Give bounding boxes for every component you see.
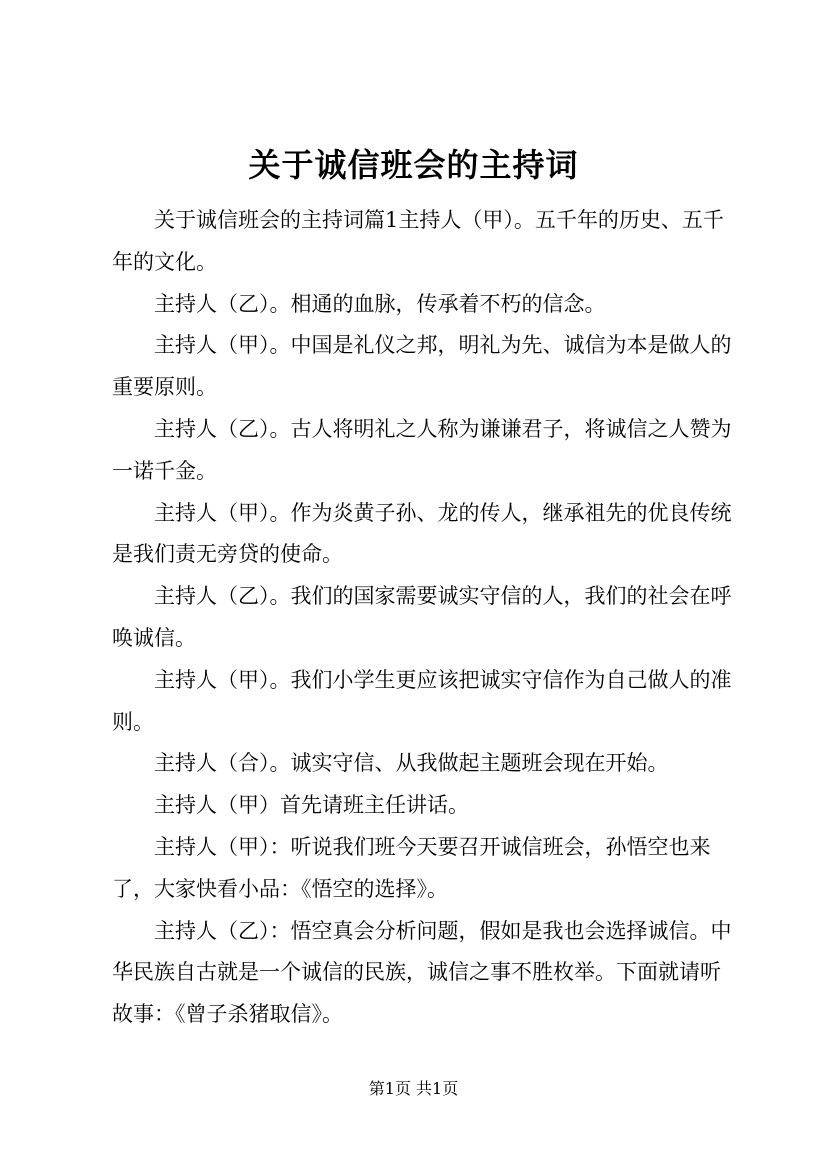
paragraph: 主持人（乙）。相通的血脉，传承着不朽的信念。 (154, 291, 606, 316)
paragraph: 关于诚信班会的主持词篇1主持人（甲）。五千年的历史、五千年的文化。 (112, 208, 724, 274)
paragraph: 主持人（乙）。我们的国家需要诚实守信的人，我们的社会在呼唤诚信。 (112, 584, 732, 650)
paragraph: 主持人（乙）：悟空真会分析问题，假如是我也会选择诚信。中华民族自古就是一个诚信的民族，诚信之事不胜枚举。下面就请听故事：《曾子杀猪取信》。 (112, 918, 732, 1027)
paragraph: 主持人（合）。诚实守信、从我做起主题班会现在开始。 (154, 751, 669, 776)
document-title: 关于诚信班会的主持词 (248, 146, 579, 184)
paragraph: 主持人（甲）。作为炎黄子孙、龙的传人，继承祖先的优良传统是我们责无旁贷的使命。 (112, 500, 732, 567)
paragraph: 主持人（甲）首先请班主任讲话。 (154, 793, 469, 818)
paragraph: 主持人（甲）。我们小学生更应该把诚实守信作为自己做人的准则。 (112, 667, 732, 734)
paragraph: 主持人（甲）：听说我们班今天要召开诚信班会，孙悟空也来了，大家快看小品：《悟空的选择》。 (112, 834, 711, 901)
page-footer: 第1页 共1页 (368, 1079, 459, 1098)
document-body (112, 200, 732, 1036)
paragraph: 主持人（甲）。中国是礼仪之邦，明礼为先、诚信为本是做人的重要原则。 (112, 333, 732, 400)
paragraph: 主持人（乙）。古人将明礼之人称为谦谦君子，将诚信之人赞为一诺千金。 (112, 416, 732, 483)
